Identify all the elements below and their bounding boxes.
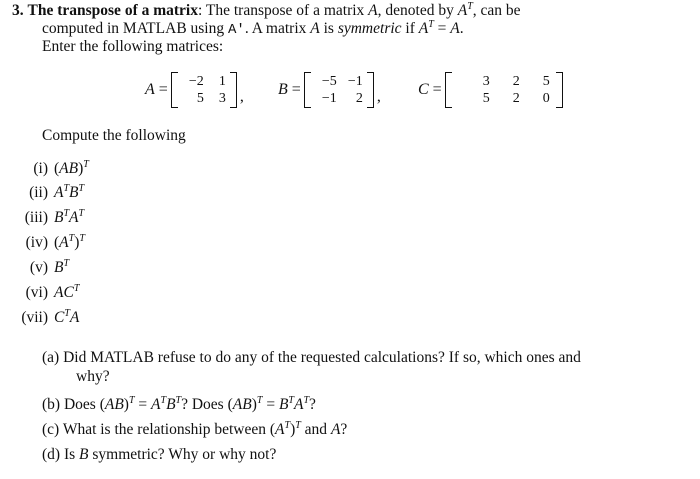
matrix-b: B = −5 −1 −1 2 , [278, 74, 381, 106]
problem-title: The transpose of a matrix [27, 2, 198, 19]
intro-text: : The transpose of a matrix [198, 2, 365, 19]
problem-line-2: computed in MATLAB using A'. A matrix A is symmetric if $A^T = A$. [42, 19, 464, 38]
compute-item: (ii) $A^TB^T$ [14, 184, 84, 202]
compute-item: (v) $B^T$ [14, 259, 69, 277]
compute-item: (vi) $AC^T$ [14, 284, 79, 302]
question-b-text: Does [63, 396, 96, 413]
matrix-b-cell: −5 [321, 74, 337, 89]
matrix-a-cell: −2 [188, 74, 204, 89]
matrix-b-cell: 2 [355, 91, 363, 106]
matrix-b-cell: −1 [347, 74, 363, 89]
symmetric-term: symmetric [337, 20, 402, 37]
question-d: (d) Is B symmetric? Why or why not? [42, 446, 277, 463]
matrix-c-cell: 5 [542, 74, 550, 89]
matrix-c-cell: 2 [512, 91, 520, 106]
question-d-text: symmetric? Why or why not? [92, 446, 277, 463]
line2-if: if [405, 20, 415, 37]
item-number: (vii) [21, 309, 48, 326]
matrix-c-cell: 0 [542, 91, 550, 106]
line2-mid: . A matrix [244, 20, 307, 37]
matrix-c-cell: 5 [482, 91, 490, 106]
question-number: (b) [42, 396, 61, 413]
intro-tail: , can be [472, 2, 521, 19]
line2-is: is [323, 20, 334, 37]
matrix-c: C = 3 2 5 5 2 0 [418, 72, 563, 108]
compute-item: (iv) $(A^T)^T$ [14, 234, 85, 252]
question-a [42, 349, 581, 367]
matlab-transpose-op: A' [228, 22, 245, 38]
problem-number: 3. [12, 2, 24, 19]
item-number: (ii) [29, 184, 48, 201]
problem-line-3: Enter the following matrices: [42, 38, 224, 55]
question-number: (a) [42, 349, 60, 366]
matrix-a: A = −2 1 5 3 , [145, 74, 244, 106]
question-d-text: Is [63, 446, 76, 463]
item-number: (vi) [25, 284, 48, 301]
question-number: (c) [42, 421, 60, 438]
problem-line-1: 3. The transpose of a matrix: The transpose of a matrix A, denoted by $A^T$, can be [12, 1, 521, 19]
matrix-a-cell: 3 [218, 91, 226, 106]
matrix-c-cell: 3 [482, 74, 490, 89]
matrix-b-cell: −1 [321, 91, 337, 106]
compute-item: (iii) $B^TA^T$ [14, 209, 84, 227]
question-c: (c) What is the relationship between $(A^T)^T$ and A? [42, 420, 348, 438]
item-number: (iv) [25, 234, 48, 251]
question-a-text: Did MATLAB refuse to do any of the requested calculations? If so, which ones and [63, 349, 581, 366]
question-c-text: ? [340, 421, 348, 438]
question-c-text: and [304, 421, 328, 438]
matrix-b-name: B [278, 81, 288, 98]
compute-heading: Compute the following [42, 127, 186, 144]
matrix-c-cell: 2 [512, 74, 520, 89]
compute-item: (vii) $C^TA$ [14, 309, 79, 327]
question-b-text: ? [309, 396, 316, 413]
matrix-c-name: C [418, 81, 429, 98]
line2-pre: computed in MATLAB using [42, 20, 225, 37]
question-c-text: What is the relationship between [62, 421, 266, 438]
question-a-line2: why? [76, 368, 110, 385]
intro-denoted: , denoted by [377, 2, 454, 19]
matrix-a-cell: 1 [218, 74, 226, 89]
matrix-a-cell: 5 [196, 91, 204, 106]
question-number: (d) [42, 446, 61, 463]
item-number: (i) [33, 160, 48, 177]
compute-item: (i) (AB)$^T$ [14, 160, 89, 178]
item-number: (v) [29, 259, 48, 276]
question-b: (b) Does $(AB)^T = A^TB^T$? Does $(AB)^T = B^TA^T$? [42, 395, 316, 413]
question-b-text: ? Does [181, 396, 224, 413]
matrix-a-name: A [145, 81, 155, 98]
item-number: (iii) [24, 209, 48, 226]
